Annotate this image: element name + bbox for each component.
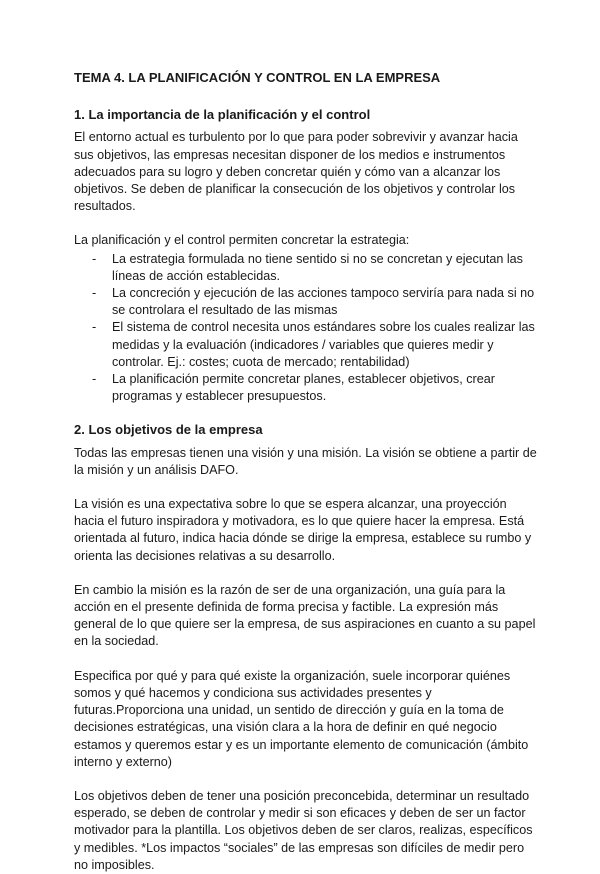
paragraph: Especifica por qué y para qué existe la organización, suele incorporar quiénes somos y qué hacemos y condiciona sus actividades presentes y futuras.Proporciona una unidad, un sentido de dirección y guía en la toma de decisiones estratégicas, una visión clara a la hora de definir en qué negocio estamos y queremos estar y es un importante elemento de comunicación (ámbito interno y externo) [74, 668, 529, 769]
paragraph: El entorno actual es turbulento por lo que para poder sobrevivir y avanzar hacia sus objetivos, las empresas necesitan disponer de los medios e instrumentos adecuados para su logro y deben concretar quién y cómo van a alcanzar los objetivos. Se deben de planificar la consecución de los objetivos y controlar los resultados. [74, 130, 518, 214]
list-intro: La planificación y el control permiten concretar la estrategia: [74, 233, 410, 248]
list-item [74, 251, 540, 285]
section-heading: 2. Los objetivos de la empresa [74, 422, 263, 438]
list-item [74, 285, 540, 319]
paragraph: Todas las empresas tienen una visión y una misión. La visión se obtiene a partir de la misión y un análisis DAFO. [74, 445, 537, 477]
list-item-text: La planificación permite concretar planes, establecer objetivos, crear programas y establecer presupuestos. [112, 372, 495, 404]
section-importance [74, 106, 540, 405]
paragraph: En cambio la misión es la razón de ser de una organización, una guía para la acción en el presente definida de forma precisa y factible. La expresión más general de lo que quiere ser la empresa, de sus aspiraciones en cuanto a su papel en la sociedad. [74, 582, 536, 649]
bullet-dash: - [92, 372, 97, 387]
bullet-list [74, 251, 540, 406]
list-item-text: La estrategia formulada no tiene sentido si no se concretan y ejecutan las líneas de acción establecidas. [112, 251, 523, 283]
list-item-text: La concreción y ejecución de las acciones tampoco serviría para nada si no se controlara el resultado de las mismas [112, 286, 535, 318]
paragraph: Los objetivos deben de tener una posición preconcebida, determinar un resultado esperado, se deben de controlar y medir si son eficaces y deben de ser un factor motivador para la plantilla. Los objetivos deben de ser claros, realizas, específicos y medibles. *Los impactos “sociales” de las empresas son difíciles de medir pero no imposibles. [74, 788, 533, 872]
bullet-dash: - [92, 251, 97, 266]
section-heading: 1. La importancia de la planificación y el control [74, 107, 371, 123]
paragraph: La visión es una expectativa sobre lo que se espera alcanzar, una proyección hacia el futuro inspiradora y motivadora, es lo que quiere hacer la empresa. Está orientada al futuro, indica hacia dónde se dirige la empresa, establece su rumbo y orienta las decisiones relativas a su desarrollo. [74, 497, 532, 563]
document-title: TEMA 4. LA PLANIFICACIÓN Y CONTROL EN LA EMPRESA [74, 70, 441, 85]
bullet-dash: - [92, 286, 97, 301]
bullet-dash: - [92, 320, 97, 335]
list-item [74, 371, 540, 405]
section-objectives [74, 421, 540, 873]
list-item-text: El sistema de control necesita unos estándares sobre los cuales realizar las medidas y la evaluación (indicadores / variables que quieres medir y controlar. Ej.: costes; cuota de mercado; rentabilidad) [112, 320, 535, 369]
list-item [74, 319, 540, 371]
